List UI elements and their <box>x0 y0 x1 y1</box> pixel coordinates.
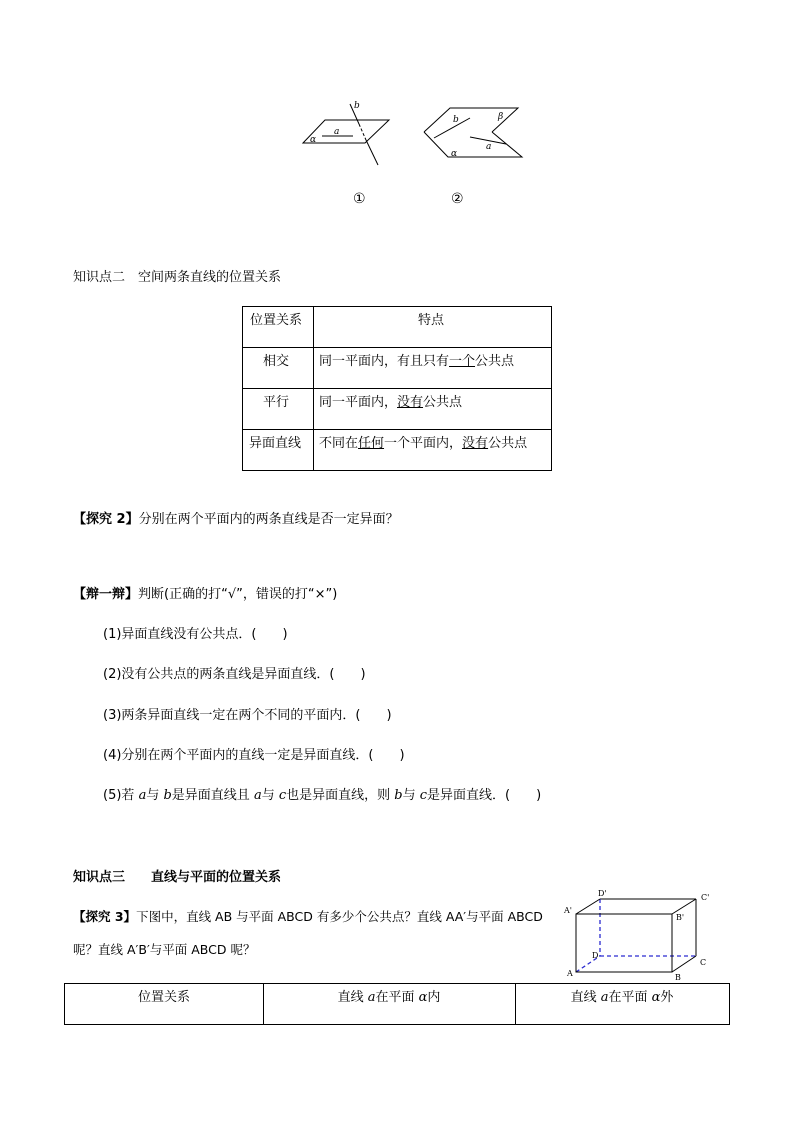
explore2-question: 【探究 2】分别在两个平面内的两条直线是否一定异面？ <box>73 512 399 527</box>
judge-item: (4)分别在两个平面内的直线一定是异面直线．( ) <box>103 748 405 763</box>
table2-header-relation: 位置关系 <box>137 990 190 1005</box>
positional-relation-table <box>242 306 552 471</box>
figure-caption-1: ① <box>353 191 366 207</box>
fig2-label-a: a <box>486 142 492 152</box>
table2-header-outside-plane: 直线 a在平面 α外 <box>570 990 674 1005</box>
judge-intro: 【辩一辩】判断(正确的打“√”，错误的打“×”) <box>73 587 338 602</box>
explore2-tag: 【探究 2】 <box>73 512 139 527</box>
figure-skew-planes <box>418 100 528 162</box>
table-row-feature: 不同在任何一个平面内，没有公共点 <box>319 436 528 451</box>
table-header-feature: 特点 <box>418 313 445 328</box>
judge-item: (1)异面直线没有公共点．( ) <box>103 627 288 642</box>
judge-item: (3)两条异面直线一定在两个不同的平面内．( ) <box>103 708 392 723</box>
explore3-tag: 【探究 3】 <box>73 909 137 924</box>
judge-tag: 【辩一辩】 <box>73 587 139 602</box>
table-row-type: 相交 <box>263 354 290 369</box>
judge-item: (2)没有公共点的两条直线是异面直线．( ) <box>103 667 366 682</box>
table-row-feature: 同一平面内，没有公共点 <box>319 395 463 410</box>
cube-label-d1: D' <box>598 889 607 898</box>
explore3-question-cont: 呢？直线 A′B′与平面 ABCD 呢？ <box>73 942 256 957</box>
fig2-label-alpha: α <box>451 149 458 159</box>
fig1-label-alpha: α <box>310 135 317 145</box>
section3-heading: 知识点三 直线与平面的位置关系 <box>73 870 282 885</box>
cube-label-a: A <box>567 969 573 978</box>
judge-item: (5)若 a与 b是异面直线且 a与 c也是异面直线，则 b与 c是异面直线．( ) <box>103 788 542 803</box>
explore3-question: 【探究 3】下图中，直线 AB 与平面 ABCD 有多少个公共点？直线 AA′与平面 ABCD <box>73 909 543 924</box>
line-plane-relation-table <box>64 983 730 1025</box>
figure-intersecting-lines <box>300 98 395 168</box>
fig1-label-a: a <box>334 127 340 137</box>
fig1-label-b: b <box>354 101 360 111</box>
cube-label-c: C <box>700 958 707 967</box>
cuboid-figure <box>562 886 722 982</box>
cube-label-c1: C' <box>701 893 710 902</box>
cube-label-d: D <box>592 951 599 960</box>
cube-label-b: B <box>675 973 681 982</box>
figure-caption-2: ② <box>451 191 464 207</box>
fig2-label-beta: β <box>498 112 504 122</box>
section2-heading: 知识点二 空间两条直线的位置关系 <box>73 270 282 285</box>
table2-header-in-plane: 直线 a在平面 α内 <box>337 990 441 1005</box>
cube-label-a1: A' <box>564 906 572 915</box>
fig2-label-b: b <box>453 115 459 125</box>
table-row-feature: 同一平面内，有且只有一个公共点 <box>319 354 515 369</box>
cube-label-b1: B' <box>676 913 685 922</box>
table-row-type: 异面直线 <box>249 436 302 451</box>
table-header-relation: 位置关系 <box>250 313 303 328</box>
table-row-type: 平行 <box>263 395 290 410</box>
